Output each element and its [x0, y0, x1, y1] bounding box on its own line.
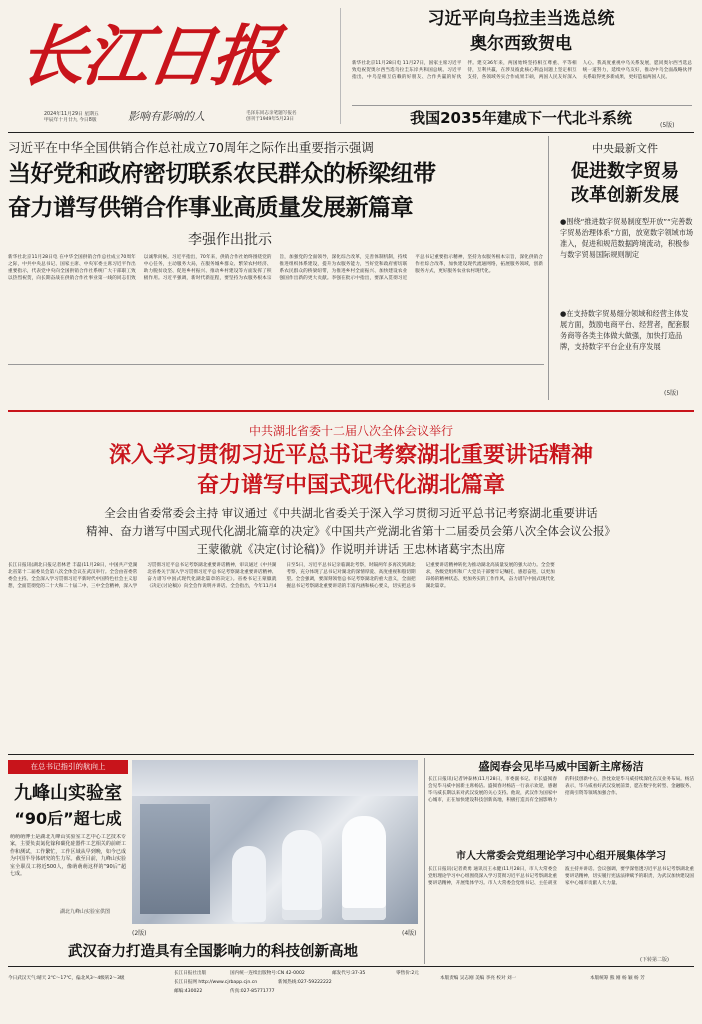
- beidou-jump: (5版): [660, 122, 675, 129]
- sidebar-jump: (5版): [664, 390, 679, 397]
- masthead-founded: 创刊于1949年5月23日: [246, 117, 295, 122]
- lab-photo: [132, 760, 418, 924]
- feature-banner-text: 在总书记指引的航向上: [30, 762, 106, 771]
- masthead: [8, 6, 338, 126]
- sidebar-divider: [548, 136, 549, 400]
- footer-tips: 邮编:430022: [174, 989, 203, 994]
- footer-issue: 长江日报社出版: [174, 971, 207, 976]
- plenum-deck-2: 精神、奋力谱写中国式现代化湖北篇章的决定》《中国共产党湖北省第十二届委员会第八次全体会议公报》: [86, 524, 616, 538]
- masthead-divider: [340, 8, 341, 124]
- photo-worker-1: [282, 830, 322, 920]
- feature-banner: [8, 760, 128, 774]
- feature-source: 湖北九峰山实验室供图: [60, 909, 111, 915]
- masthead-slogan: 影响有影响的人: [128, 110, 205, 123]
- photo-worker-2: [342, 816, 386, 920]
- right-body-1: 长江日报讯(记者钟泰林)11月28日，市委副书记、市长盛阅春会见毕马威中国新主席杨洁。盛阅春对杨洁一行表示欢迎，感谢毕马威长期以来对武汉发展的关心支持。他说，武汉作为国家中心城市，正在加快建设科技创新高地，积极打造具有全国影响力的科技创新中心，热忱欢迎毕马威持续深化在汉业务布局。杨洁表示，毕马威看好武汉发展前景，愿在数字化转型、金融服务、招商引资等领域加强合作。: [428, 777, 694, 803]
- masthead-lunar: 甲辰年十月廿九 今日8版: [44, 118, 97, 123]
- plenum-deck-3: 王蒙徽就《决定(讨论稿)》作说明并讲话 王忠林诸葛宇杰出席: [196, 542, 506, 556]
- plenum-story-body: 长江日报讯(湖北日报记者林老 丰磊)11月28日，中国共产党湖北省第十二届委员会第八次全体会议在武汉举行。全会由省委常委会主持。全会深入学习贯彻习近平新时代中国特色社会主义思想，全面贯彻党的二十大和二十届二中、三中全会精神，深入学习贯彻习近平总书记考察湖北重要讲话精神，审议通过《中共湖北省委关于深入学习贯彻习近平总书记考察湖北重要讲话精神、奋力谱写中国式现代化湖北篇章的决定》。省委书记王蒙徽就《决定(讨论稿)》向全会作说明并讲话。全会指出，今年11月4日至5日，习近平总书记亲临湖北考察，时隔两年多再次到湖北考察，充分体现了总书记对湖北的深情厚爱、高度重视和殷切期望。全会强调，要深刻领悟总书记考察湖北的重大意义，全面把握总书记考察湖北重要讲话的丰富内涵和核心要义，切实把总书记重要讲话精神转化为推动湖北高质量发展的强大动力。全会要求，各级党组织和广大党员干部要牢记嘱托、感恩奋进，以更加昂扬的精神状态、更加务实的工作作风，奋力谱写中国式现代化湖北篇章。: [8, 563, 555, 589]
- plenum-rule-top: [8, 410, 694, 412]
- top-story-body: 新华社北京11月28日电 11月27日，国家主席习近平致电祝贺奥尔西当选乌拉圭东岸共和国总统。习近平指出，中乌是相互信赖的好朋友、合作共赢的好伙伴。建交36年来，两国始终坚持相互尊重、平等相待，互利共赢，在涉及彼此核心利益问题上坚定相互支持，各领域务实合作成果丰硕，两国人民友好深入人心。我高度重视中乌关系发展，愿同奥尔西当选总统一道努力，延续中乌友好，推动中乌全面战略伙伴关系取得更多新成果，更好造福两国人民。: [352, 61, 692, 80]
- plenum-headline-1: 深入学习贯彻习近平总书记考察湖北重要讲话精神: [108, 443, 593, 468]
- photo-ceiling: [132, 760, 418, 796]
- footer-right: 本版统筹 熊 刚 杨 颖 杨 芳: [590, 976, 645, 981]
- lead-story-body: 新华社北京11月28日电 在中华全国供销合作总社成立70周年之际，中共中央总书记、国家主席、中央军委主席习近平作出重要指示，代表党中央向全国供销合作社系统广大干部职工致以热烈祝贺，向长期奋战在供销合作社事业第一线的同志们致以诚挚问候。习近平指出，70年来，供销合作社始终围绕党的中心任务，主动服务大局，在服务城乡群众、繁荣农村经济、助力脱贫攻坚、促进乡村振兴、推动乡村建设等方面发挥了积极作用。习近平强调，新时代新征程，要坚持为农服务根本宗旨，加强党的全面领导，深化综合改革，完善体制机制，持续推进组织体系建设，提升为农服务能力，当好党和政府密切联系农民群众的桥梁纽带，为推进乡村全面振兴、加快建设农业强国作出新的更大贡献。李强在批示中指出，要深入贯彻习近平总书记重要指示精神，坚持为农服务根本宗旨，深化供销合作社综合改革，加快建设现代流通网络，拓展服务领域，创新服务方式，更好服务农业农村现代化。: [8, 255, 543, 281]
- photo-equipment: [140, 804, 210, 914]
- footer-cn: 国内统一连续出版物号:CN 42-0002: [230, 971, 305, 976]
- right-col-divider: [424, 758, 425, 964]
- footer-hotline: 新闻热线:027-59222222: [278, 980, 332, 985]
- feature-jump-2: (4版): [402, 930, 417, 937]
- feature-jump: (2版): [132, 930, 147, 937]
- feature-body: 萌萌萌博士是湖北九峰山实验室工艺中心工艺技术专家，主要负责氮化镓和碳化硅器件工艺相关的前研工作和测试，工作繁忙，工作区域从早到晚，如今已成为中国半导体研究的生力军。截至目前，九峰山实验室全职员工将近500人，像萌萌萌这样的“90后”超七成。: [10, 834, 126, 878]
- lead-kicker: 习近平在中华全国供销合作总社成立70周年之际作出重要指示强调: [8, 140, 374, 155]
- footer-address: 长江日报网 http://www.cjrbapp.cjn.cn: [174, 980, 258, 985]
- footer-rule: [8, 966, 694, 967]
- lead-headline-1: 当好党和政府密切联系农民群众的桥梁纽带: [8, 161, 436, 187]
- top-headline-1: 习近平向乌拉圭当选总统: [427, 9, 615, 29]
- top-story-divider: [352, 105, 692, 106]
- feature-headline-1: 九峰山实验室: [14, 783, 122, 804]
- footer-fax: 传真:027-85771777: [230, 989, 275, 994]
- right-continued: (下转第二版): [640, 957, 669, 963]
- plenum-kicker: 中共湖北省委十二届八次全体会议举行: [248, 424, 453, 438]
- masthead-issue: 毛泽东同志亲笔题写报名: [246, 111, 297, 116]
- top-headline-2: 奥尔西致贺电: [470, 34, 572, 54]
- footer-app: 本版责编 吴志刚 美编 李亮 校对 刘一: [440, 976, 517, 981]
- right-headline-2: 市人大常委会党组理论学习中心组开展集体学习: [456, 851, 666, 862]
- sidebar-headline-1: 促进数字贸易: [571, 161, 679, 182]
- plenum-top-rule: [8, 364, 544, 365]
- footer-post: 邮发代号:37-35: [332, 971, 366, 976]
- footer-weather: 今日武汉天气:晴天 2℃～17℃，偏北风3～4级转2～3级: [8, 976, 125, 981]
- sidebar-headline-2: 改革创新发展: [571, 185, 679, 206]
- footer-price: 零售价:2元: [396, 971, 419, 976]
- sidebar-kicker: 中央最新文件: [592, 142, 658, 155]
- plenum-deck-1: 全会由省委常委会主持 审议通过《中共湖北省委关于深入学习贯彻习近平总书记考察湖北重要讲话: [104, 506, 598, 520]
- masthead-date: 2024年11月29日 星期五: [44, 112, 99, 117]
- photo-worker-3: [232, 846, 266, 922]
- lead-headline-2: 奋力谱写供销合作事业高质量发展新篇章: [8, 195, 413, 221]
- plenum-headline-2: 奋力谱写中国式现代化湖北篇章: [196, 473, 505, 498]
- beidou-headline: 我国2035年建成下一代北斗系统: [410, 109, 632, 127]
- lower-divider: [8, 754, 694, 755]
- right-headline-1: 盛阅春会见毕马威中国新主席杨洁: [478, 760, 644, 773]
- masthead-title: 长江日报: [14, 17, 282, 95]
- feature-headline-3: 武汉奋力打造具有全国影响力的科技创新高地: [68, 944, 358, 960]
- feature-headline-2: “90后”超七成: [14, 809, 122, 828]
- top-divider: [8, 132, 694, 133]
- sidebar-bullet-2: ●在支持数字贸易细分领域和经营主体发展方面，鼓励电商平台、经营者，配套服务商等各类主体做大做强，加快打造品牌，支持数字平台企业有序发展: [560, 309, 690, 351]
- sidebar-bullet-1: ●围绕“推进数字贸易制度型开放”“完善数字贸易治理体系”方面，放宽数字领域市场准入，促进和规范数据跨境流动，积极参与数字贸易国际规则制定: [560, 217, 694, 259]
- lead-subhead: 李强作出批示: [188, 232, 272, 248]
- right-body-2: 长江日报讯(记者黄勇 通讯员王永健)11月28日，市人大常委会党组理论学习中心组围绕深入学习贯彻习近平总书记考察湖北重要讲话精神，开展集体学习。市人大常委会党组书记、主任胡亚波主持并讲话。会议强调，要学深悟透习近平总书记考察湖北重要讲话精神，切实履行宪法法律赋予的职责，为武汉加快建设国家中心城市贡献人大力量。: [428, 867, 694, 886]
